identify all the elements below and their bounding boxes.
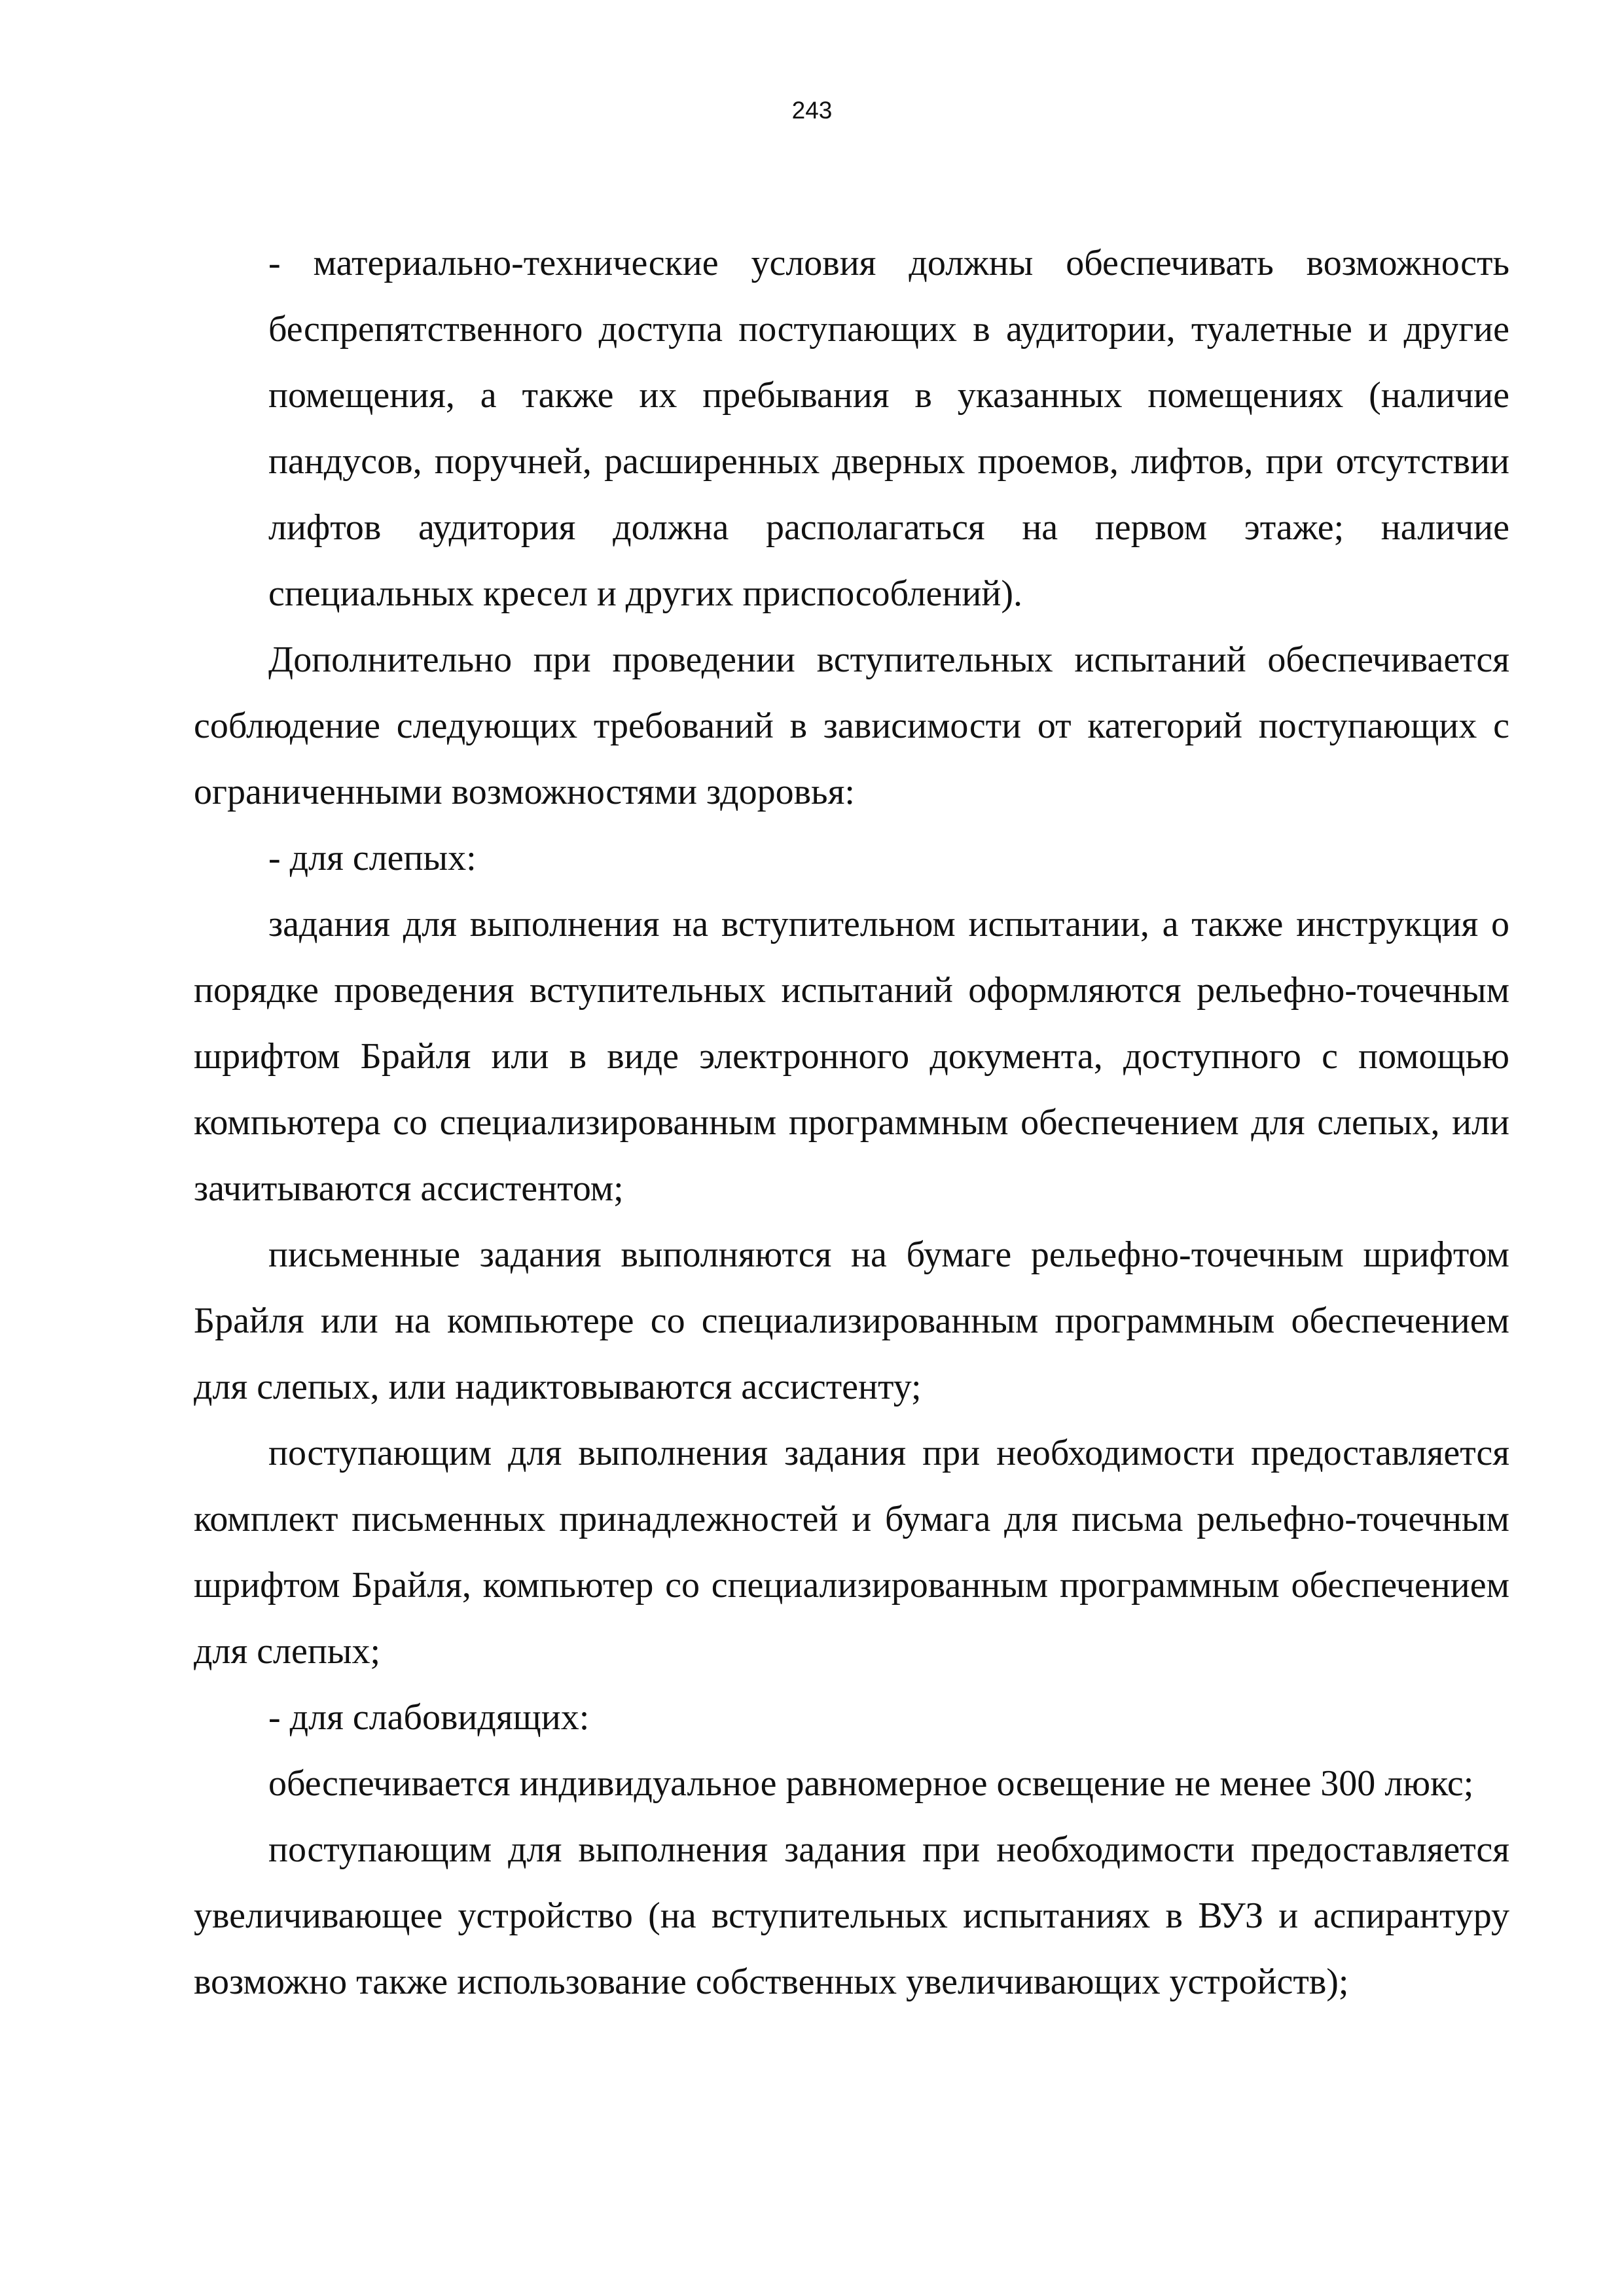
- paragraph-magnifier: поступающим для выполнения задания при необходимости предоставляется увеличивающее устройство (на вступительных испытаниях в ВУЗ и аспирантуру возможно также использование собственных увеличивающих устройств);: [194, 1829, 1509, 2002]
- paragraph-additional-requirements: Дополнительно при проведении вступительных испытаний обеспечивается соблюдение следующих требований в зависимости от категорий поступающих с ограниченными возможностями здоровья:: [194, 639, 1509, 812]
- page-number: 243: [791, 97, 833, 124]
- paragraph-blind-written-tasks: письменные задания выполняются на бумаге рельефно-точечным шрифтом Брайля или на компьютере со специализированным программным обеспечением для слепых, или надиктовываются ассистенту;: [194, 1234, 1509, 1407]
- paragraph-blind-tasks: задания для выполнения на вступительном испытании, а также инструкция о порядке проведения вступительных испытаний оформляются рельефно-точечным шрифтом Брайля или в виде электронного документа, доступного с помощью компьютера со специализированным программным обеспечением для слепых, или зачитываются ассистентом;: [194, 904, 1509, 1209]
- paragraph-material-conditions: - материально-технические условия должны обеспечивать возможность беспрепятственного доступа поступающих в аудитории, туалетные и другие помещения, а также их пребывания в указанных помещениях (наличие пандусов, поручней, расширенных дверных проемов, лифтов, при отсутствии лифтов аудитория должна располагаться на первом этаже; наличие специальных кресел и других приспособлений).: [268, 243, 1509, 614]
- paragraph-lighting: обеспечивается индивидуальное равномерное освещение не менее 300 люкс;: [268, 1763, 1474, 1804]
- paragraph-blind-supplies: поступающим для выполнения задания при необходимости предоставляется комплект письменных принадлежностей и бумага для письма рельефно-точечным шрифтом Брайля, компьютер со специализированным программным обеспечением для слепых;: [194, 1433, 1509, 1672]
- heading-for-blind: - для слепых:: [268, 838, 477, 878]
- document-body: [194, 230, 1509, 2015]
- heading-for-visually-impaired: - для слабовидящих:: [268, 1697, 590, 1738]
